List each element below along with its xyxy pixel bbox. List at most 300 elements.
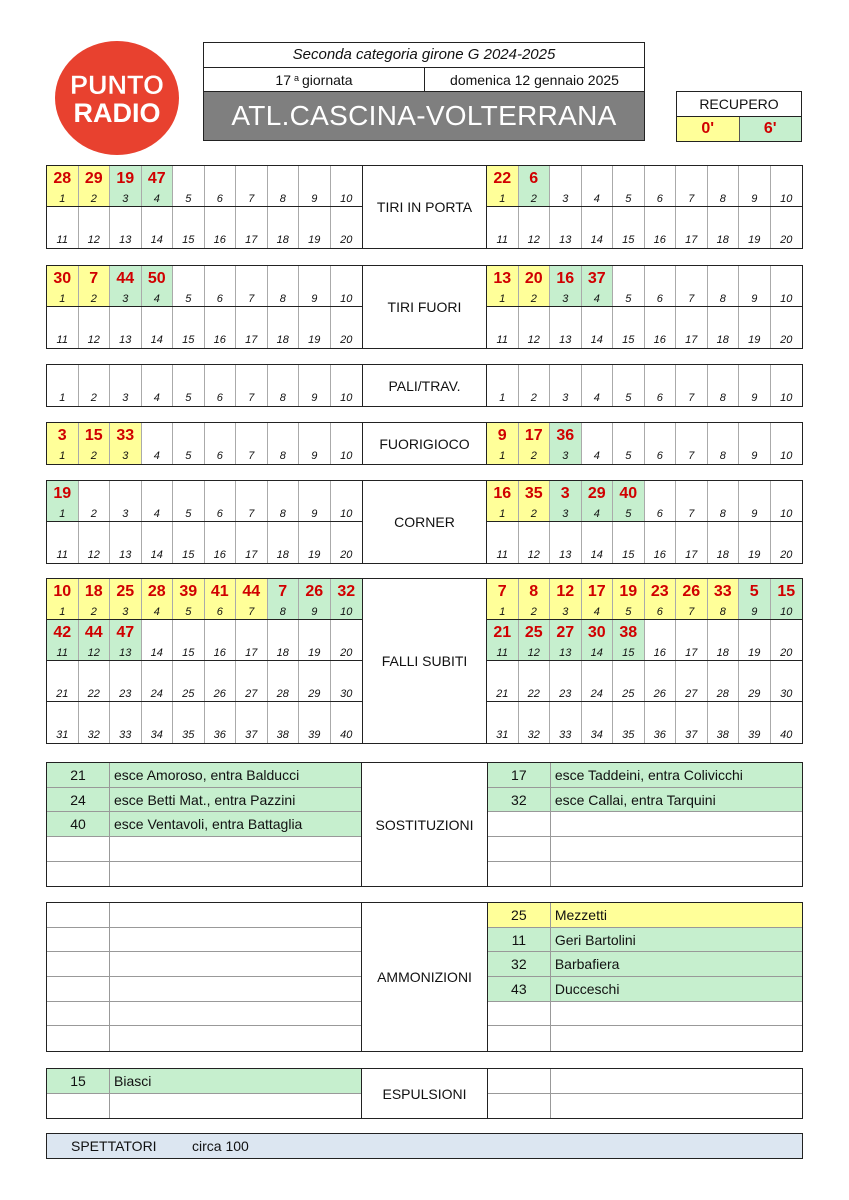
slot-number: 5 [173, 448, 205, 464]
minute-cell [550, 307, 582, 332]
minute-cell: 15 [771, 579, 803, 604]
minute-cell [47, 702, 79, 727]
minute-cell [582, 166, 614, 191]
minute-cell [771, 522, 803, 547]
slot-number: 8 [708, 448, 740, 464]
slot-number: 15 [613, 332, 645, 348]
event-description [110, 862, 361, 887]
minute-cell [708, 365, 740, 390]
minute-cell: 29 [79, 166, 111, 191]
minute-cell [205, 702, 237, 727]
slot-number: 16 [205, 232, 237, 248]
event-description: Geri Bartolini [554, 931, 636, 948]
list-item [47, 1002, 361, 1027]
slot-number: 2 [519, 291, 551, 306]
minute-cell [268, 307, 300, 332]
minute-cell [708, 702, 740, 727]
slot-number: 4 [582, 191, 614, 206]
round-info [204, 68, 425, 91]
slot-number: 19 [739, 332, 771, 348]
minute-cell [173, 661, 205, 686]
slot-number: 2 [519, 604, 551, 619]
slot-number: 18 [708, 547, 740, 563]
slot-number: 20 [340, 549, 353, 561]
minute-cell: 26 [299, 579, 331, 604]
slot-number: 7 [676, 448, 708, 464]
slot-number: 5 [613, 291, 645, 306]
minute-cell [299, 481, 331, 506]
minute-cell [205, 365, 237, 390]
slot-number: 31 [487, 727, 519, 743]
slot-number: 9 [739, 448, 771, 464]
minute-cell [676, 365, 708, 390]
minute-cell [299, 365, 331, 390]
league-title: Seconda categoria girone G 2024-2025 [204, 43, 644, 68]
stat-section [46, 165, 803, 249]
minute-cell [519, 661, 551, 686]
event-minute [47, 1026, 110, 1051]
minute-cell [613, 266, 645, 291]
minute-cell [205, 481, 237, 506]
slot-number: 5 [173, 506, 205, 521]
minute-cell [550, 702, 582, 727]
slot-number: 8 [708, 604, 740, 619]
logo-line-1: PUNTO [69, 70, 165, 100]
slot-number: 3 [110, 448, 142, 464]
slot-number: 13 [550, 645, 582, 660]
minute-cell [79, 522, 111, 547]
minute-cell [110, 207, 142, 232]
minute-cell [268, 522, 300, 547]
minute-cell [205, 166, 237, 191]
minute-cell [236, 307, 268, 332]
list-item [47, 812, 361, 837]
slot-number: 15 [173, 645, 205, 660]
slot-number: 39 [299, 727, 331, 743]
minute-cell: 20 [519, 266, 551, 291]
slot-number: 9 [299, 191, 331, 206]
slot-number: 15 [613, 232, 645, 248]
minute-cell [268, 266, 300, 291]
slot-number: 3 [550, 604, 582, 619]
slot-number: 24 [582, 686, 614, 701]
event-description: Biasci [114, 1072, 152, 1089]
event-minute: 11 [488, 928, 551, 952]
slot-number: 1 [487, 448, 519, 464]
left-team-grid [47, 365, 362, 406]
slot-number: 10 [340, 192, 353, 205]
slot-number: 13 [110, 232, 142, 248]
minute-cell [519, 307, 551, 332]
minute-cell [299, 661, 331, 686]
minute-cell: 5 [739, 579, 771, 604]
slot-number: 17 [676, 232, 708, 248]
slot-number: 4 [142, 191, 174, 206]
slot-number: 8 [708, 291, 740, 306]
slot-number: 14 [582, 645, 614, 660]
minute-cell [268, 481, 300, 506]
slot-number: 3 [110, 506, 142, 521]
slot-number: 20 [340, 334, 353, 346]
minute-cell [676, 522, 708, 547]
slot-number: 8 [268, 604, 300, 619]
event-description [551, 1002, 802, 1026]
minute-cell [739, 307, 771, 332]
minute-cell [331, 166, 363, 191]
event-minute: 24 [47, 788, 110, 812]
minute-cell [110, 702, 142, 727]
slot-number: 14 [142, 547, 174, 563]
slot-number: 9 [299, 390, 331, 406]
event-description: Mezzetti [554, 906, 607, 923]
minute-cell: 7 [79, 266, 111, 291]
stat-label: FALLI SUBITI [362, 579, 487, 743]
slot-number: 11 [487, 332, 519, 348]
minute-cell [205, 522, 237, 547]
minute-cell [708, 266, 740, 291]
event-minute [488, 1026, 551, 1051]
match-date: domenica 12 gennaio 2025 [450, 71, 619, 88]
minute-cell: 35 [519, 481, 551, 506]
slot-number: 3 [110, 604, 142, 619]
minute-cell [676, 702, 708, 727]
list-item [47, 903, 361, 928]
slot-number: 5 [613, 506, 645, 521]
slot-number: 13 [550, 232, 582, 248]
minute-cell [676, 207, 708, 232]
slot-number: 16 [645, 232, 677, 248]
slot-number: 2 [519, 390, 551, 406]
event-minute [47, 1002, 110, 1026]
slot-number: 15 [613, 645, 645, 660]
minute-cell [613, 207, 645, 232]
minute-cell [676, 620, 708, 645]
minute-cell [205, 661, 237, 686]
slot-number: 8 [268, 390, 300, 406]
slot-number: 9 [739, 291, 771, 306]
left-team-grid [47, 166, 362, 248]
minute-cell: 44 [110, 266, 142, 291]
slot-number: 10 [340, 292, 353, 305]
slot-number: 9 [299, 448, 331, 464]
slot-number: 12 [79, 547, 111, 563]
slot-number: 27 [676, 686, 708, 701]
slot-number: 2 [79, 506, 111, 521]
slot-number: 10 [340, 507, 353, 520]
slot-number: 38 [708, 727, 740, 743]
slot-number: 2 [519, 506, 551, 521]
minute-cell [173, 702, 205, 727]
slot-number: 3 [550, 448, 582, 464]
slot-number: 4 [582, 291, 614, 306]
minute-cell [79, 365, 111, 390]
slot-number: 10 [340, 450, 353, 462]
slot-number: 14 [582, 232, 614, 248]
event-minute: 43 [488, 977, 551, 1001]
minute-cell [299, 207, 331, 232]
slot-number: 15 [173, 547, 205, 563]
minute-cell [613, 661, 645, 686]
minute-cell [519, 702, 551, 727]
minute-cell [708, 522, 740, 547]
round-number: 17 [275, 71, 291, 88]
minute-cell: 28 [47, 166, 79, 191]
minute-cell [645, 307, 677, 332]
event-description [551, 862, 802, 887]
slot-number: 10 [771, 604, 803, 619]
minute-cell [708, 661, 740, 686]
slot-number: 14 [142, 232, 174, 248]
minute-cell [47, 307, 79, 332]
minute-cell: 19 [47, 481, 79, 506]
slot-number: 1 [487, 390, 519, 406]
slot-number: 7 [676, 506, 708, 521]
recupero-box [676, 91, 802, 142]
event-minute [47, 977, 110, 1001]
slot-number: 17 [236, 332, 268, 348]
slot-number: 6 [645, 604, 677, 619]
minute-cell [331, 207, 363, 232]
slot-number: 17 [236, 547, 268, 563]
minute-cell: 30 [47, 266, 79, 291]
minute-cell [331, 481, 363, 506]
list-item [488, 1026, 802, 1051]
event-description: esce Amoroso, entra Balducci [114, 766, 300, 783]
minute-cell [268, 365, 300, 390]
slot-number: 2 [519, 448, 551, 464]
round-label: giornata [302, 71, 353, 88]
slot-number: 1 [47, 390, 79, 406]
event-minute: 21 [47, 763, 110, 787]
minute-cell [739, 620, 771, 645]
minute-cell [79, 207, 111, 232]
event-description: esce Betti Mat., entra Pazzini [114, 791, 296, 808]
recupero-second-half: 6' [740, 117, 802, 141]
slot-number: 12 [79, 232, 111, 248]
slot-number: 25 [173, 686, 205, 701]
slot-number: 4 [142, 506, 174, 521]
minute-cell [739, 266, 771, 291]
minute-cell: 21 [487, 620, 519, 645]
minute-cell: 12 [550, 579, 582, 604]
slot-number: 6 [645, 291, 677, 306]
minute-cell [236, 702, 268, 727]
minute-cell: 22 [487, 166, 519, 191]
minute-cell [110, 661, 142, 686]
slot-number: 5 [613, 390, 645, 406]
slot-number: 1 [47, 191, 79, 206]
minute-cell: 19 [613, 579, 645, 604]
right-team-list [488, 903, 802, 1051]
recupero-first-half: 0' [677, 117, 740, 141]
left-team-grid [47, 423, 362, 464]
slot-number: 22 [79, 686, 111, 701]
slot-number: 9 [739, 390, 771, 406]
slot-number: 2 [79, 604, 111, 619]
minute-cell: 6 [519, 166, 551, 191]
slot-number: 3 [110, 291, 142, 306]
slot-number: 10 [780, 192, 793, 205]
sostituzioni-section [46, 762, 803, 887]
right-team-grid [487, 166, 802, 248]
espulsioni-label: ESPULSIONI [361, 1069, 488, 1118]
slot-number: 5 [613, 448, 645, 464]
recupero-label: RECUPERO [677, 92, 801, 117]
slot-number: 1 [487, 604, 519, 619]
minute-cell [582, 522, 614, 547]
slot-number: 35 [613, 727, 645, 743]
spettatori-bar [46, 1133, 803, 1159]
slot-number: 16 [205, 547, 237, 563]
slot-number: 7 [676, 291, 708, 306]
event-description [110, 977, 361, 1001]
right-team-grid [487, 481, 802, 563]
slot-number: 7 [236, 390, 268, 406]
list-item [488, 763, 802, 788]
minute-cell [487, 207, 519, 232]
minute-cell: 28 [142, 579, 174, 604]
slot-number: 8 [268, 191, 300, 206]
slot-number: 20 [780, 549, 793, 561]
minute-cell [331, 266, 363, 291]
slot-number: 6 [645, 448, 677, 464]
slot-number: 1 [487, 191, 519, 206]
espulsioni-section [46, 1068, 803, 1119]
minute-cell [708, 166, 740, 191]
minute-cell [205, 423, 237, 448]
slot-number: 8 [268, 291, 300, 306]
minute-cell [487, 307, 519, 332]
minute-cell [582, 307, 614, 332]
minute-cell [268, 661, 300, 686]
slot-number: 6 [205, 448, 237, 464]
slot-number: 19 [739, 547, 771, 563]
ammonizioni-label: AMMONIZIONI [361, 903, 488, 1051]
slot-number: 7 [676, 390, 708, 406]
slot-number: 16 [205, 332, 237, 348]
minute-cell [142, 620, 174, 645]
minute-cell: 13 [487, 266, 519, 291]
slot-number: 25 [613, 686, 645, 701]
slot-number: 33 [550, 727, 582, 743]
minute-cell: 44 [236, 579, 268, 604]
slot-number: 1 [47, 448, 79, 464]
event-minute [488, 837, 551, 861]
minute-cell: 26 [676, 579, 708, 604]
stat-label: TIRI IN PORTA [362, 166, 487, 248]
left-team-grid [47, 481, 362, 563]
minute-cell [645, 481, 677, 506]
list-item [488, 1094, 802, 1119]
minute-cell [739, 661, 771, 686]
minute-cell: 16 [550, 266, 582, 291]
minute-cell [268, 702, 300, 727]
minute-cell [79, 307, 111, 332]
stat-label: CORNER [362, 481, 487, 563]
minute-cell [739, 522, 771, 547]
event-minute: 25 [488, 903, 551, 927]
list-item [488, 1002, 802, 1027]
minute-cell [331, 307, 363, 332]
punto-radio-logo [54, 40, 180, 156]
slot-number: 4 [582, 448, 614, 464]
slot-number: 23 [110, 686, 142, 701]
spettatori-label: SPETTATORI [71, 1138, 157, 1154]
event-description [110, 1026, 361, 1051]
minute-cell [487, 522, 519, 547]
slot-number: 6 [205, 390, 237, 406]
minute-cell: 37 [582, 266, 614, 291]
right-team-list [488, 1069, 802, 1118]
slot-number: 3 [550, 390, 582, 406]
slot-number: 2 [79, 291, 111, 306]
minute-cell: 8 [519, 579, 551, 604]
slot-number: 7 [236, 448, 268, 464]
slot-number: 32 [519, 727, 551, 743]
slot-number: 1 [47, 506, 79, 521]
minute-cell: 7 [268, 579, 300, 604]
minute-cell [582, 365, 614, 390]
minute-cell: 29 [582, 481, 614, 506]
slot-number: 23 [550, 686, 582, 701]
slot-number: 17 [676, 547, 708, 563]
minute-cell [47, 207, 79, 232]
event-description: esce Taddeini, entra Colivicchi [554, 766, 743, 783]
stat-section [46, 265, 803, 349]
slot-number: 29 [739, 686, 771, 701]
match-header [203, 42, 645, 141]
minute-cell [613, 702, 645, 727]
event-minute [47, 928, 110, 952]
minute-cell [613, 166, 645, 191]
minute-cell [519, 522, 551, 547]
list-item [488, 977, 802, 1002]
event-description [551, 1026, 802, 1051]
stat-label: TIRI FUORI [362, 266, 487, 348]
slot-number: 30 [340, 687, 353, 700]
slot-number: 11 [47, 332, 79, 348]
left-team-grid [47, 266, 362, 348]
minute-cell [771, 661, 803, 686]
slot-number: 11 [487, 232, 519, 248]
minute-cell [268, 423, 300, 448]
minute-cell: 41 [205, 579, 237, 604]
minute-cell: 42 [47, 620, 79, 645]
minute-cell [331, 620, 363, 645]
list-item [488, 1069, 802, 1094]
slot-number: 1 [487, 506, 519, 521]
slot-number: 9 [299, 291, 331, 306]
slot-number: 17 [236, 645, 268, 660]
slot-number: 2 [79, 191, 111, 206]
event-minute: 15 [47, 1069, 110, 1093]
minute-cell [299, 307, 331, 332]
minute-cell: 7 [487, 579, 519, 604]
left-team-list [47, 1069, 361, 1118]
minute-cell [236, 166, 268, 191]
right-team-grid [487, 266, 802, 348]
slot-number: 11 [487, 645, 519, 660]
minute-cell: 33 [110, 423, 142, 448]
minute-cell [771, 166, 803, 191]
minute-cell: 9 [487, 423, 519, 448]
minute-cell [236, 266, 268, 291]
minute-cell: 25 [519, 620, 551, 645]
slot-number: 16 [645, 547, 677, 563]
slot-number: 21 [487, 686, 519, 701]
minute-cell [613, 522, 645, 547]
event-minute: 40 [47, 812, 110, 836]
